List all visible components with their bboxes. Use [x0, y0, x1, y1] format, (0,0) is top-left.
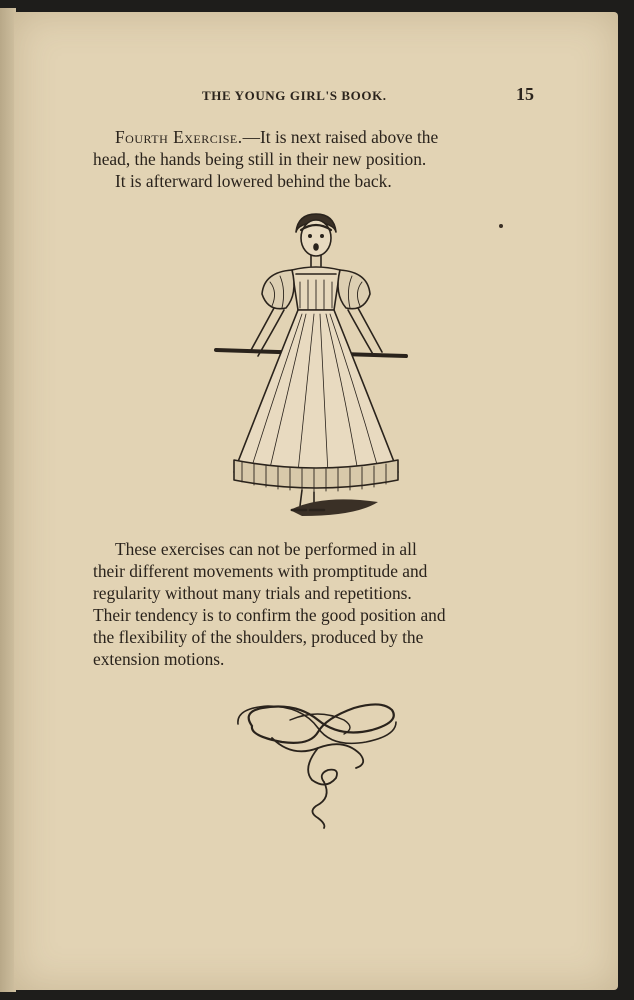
exercise-line-3: It is afterward lowered behind the back.: [115, 171, 392, 191]
exercise-paragraph: [93, 126, 538, 192]
exercise-heading: Fourth Exercise.: [115, 127, 243, 147]
exercise-line-1: [93, 126, 538, 148]
summary-line-4: Their tendency is to confirm the good position and: [93, 605, 446, 625]
summary-line-3: regularity without many trials and repetitions.: [93, 583, 412, 603]
summary-line-6: extension motions.: [93, 649, 225, 669]
girl-with-wand-engraving-icon: [206, 210, 418, 520]
exercise-line-2: head, the hands being still in their new position.: [93, 149, 427, 169]
summary-line-5: the flexibility of the shoulders, produced by the: [93, 627, 424, 647]
exercise-line-1-text: —It is next raised above the: [242, 127, 439, 147]
summary-paragraph: [93, 538, 540, 670]
summary-line-2: their different movements with promptitude and: [93, 561, 428, 581]
book-page: [14, 12, 618, 990]
summary-line-1: These exercises can not be performed in all: [115, 539, 417, 559]
running-title: THE YOUNG GIRL'S BOOK.: [202, 88, 387, 103]
flourish-ornament-icon: [232, 698, 402, 830]
paper-speck: [499, 224, 503, 228]
page-number: 15: [516, 84, 534, 104]
